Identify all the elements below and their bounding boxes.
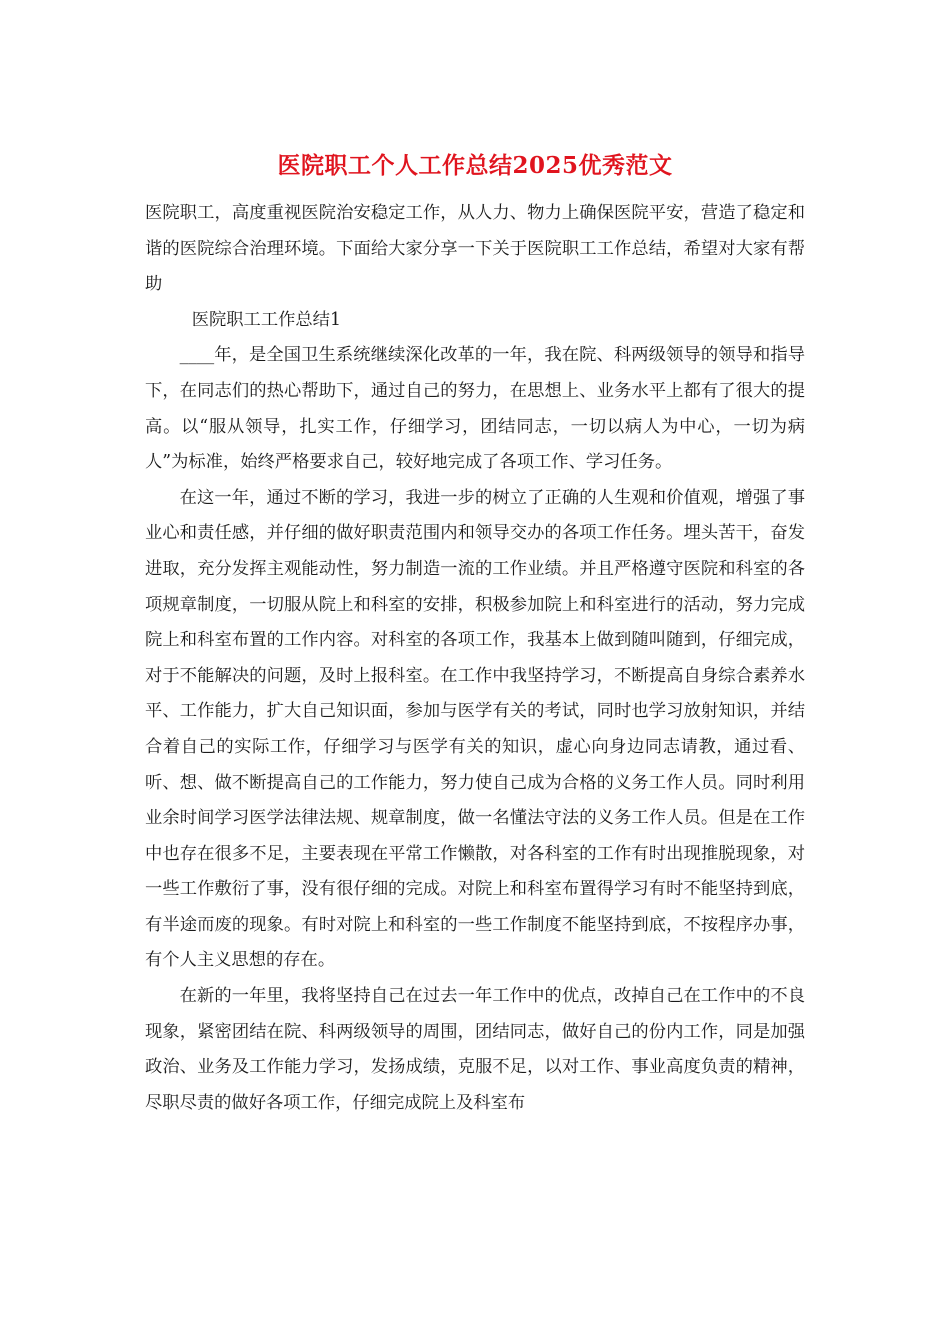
- body-paragraph-1: ____年，是全国卫生系统继续深化改革的一年，我在院、科两级领导的领导和指导下，在同志们的热心帮助下，通过自己的努力，在思想上、业务水平上都有了很大的提高。以“服从领导，扎实工作，仔细学习，团结同志，一切以病人为中心，一切为病人”为标准，始终严格要求自己，较好地完成了各项工作、学习任务。: [145, 345, 805, 473]
- intro-paragraph: 医院职工，高度重视医院治安稳定工作，从人力、物力上确保医院平安，营造了稳定和谐的医院综合治理环境。下面给大家分享一下关于医院职工工作总结，希望对大家有帮助: [145, 203, 805, 295]
- document-body: [145, 196, 805, 1121]
- document-title: 医院职工个人工作总结2025优秀范文: [277, 152, 673, 179]
- body-paragraph-3: 在新的一年里，我将坚持自己在过去一年工作中的优点，改掉自己在工作中的不良现象，紧密团结在院、科两级领导的周围，团结同志，做好自己的份内工作，同是加强政治、业务及工作能力学习，发扬成绩，克服不足，以对工作、事业高度负责的精神，尽职尽责的做好各项工作，仔细完成院上及科室布: [145, 986, 805, 1113]
- section-heading: 医院职工工作总结1: [191, 309, 341, 330]
- body-paragraph-2: 在这一年，通过不断的学习，我进一步的树立了正确的人生观和价值观，增强了事业心和责任感，并仔细的做好职责范围内和领导交办的各项工作任务。埋头苦干，奋发进取，充分发挥主观能动性，努力制造一流的工作业绩。并且严格遵守医院和科室的各项规章制度，一切服从院上和科室的安排，积极参加院上和科室进行的活动，努力完成院上和科室布置的工作内容。对科室的各项工作，我基本上做到随叫随到，仔细完成，对于不能解决的问题，及时上报科室。在工作中我坚持学习，不断提高自身综合素养水平、工作能力，扩大自己知识面，参加与医学有关的考试，同时也学习放射知识，并结合着自己的实际工作，仔细学习与医学有关的知识，虚心向身边同志请教，通过看、听、想、做不断提高自己的工作能力，努力使自己成为合格的义务工作人员。同时利用业余时间学习医学法律法规、规章制度，做一名懂法守法的义务工作人员。但是在工作中也存在很多不足，主要表现在平常工作懒散，对各科室的工作有时出现推脱现象，对一些工作敷衍了事，没有很仔细的完成。对院上和科室布置得学习有时不能坚持到底，有半途而废的现象。有时对院上和科室的一些工作制度不能坚持到底，不按程序办事，有个人主义思想的存在。: [145, 487, 805, 971]
